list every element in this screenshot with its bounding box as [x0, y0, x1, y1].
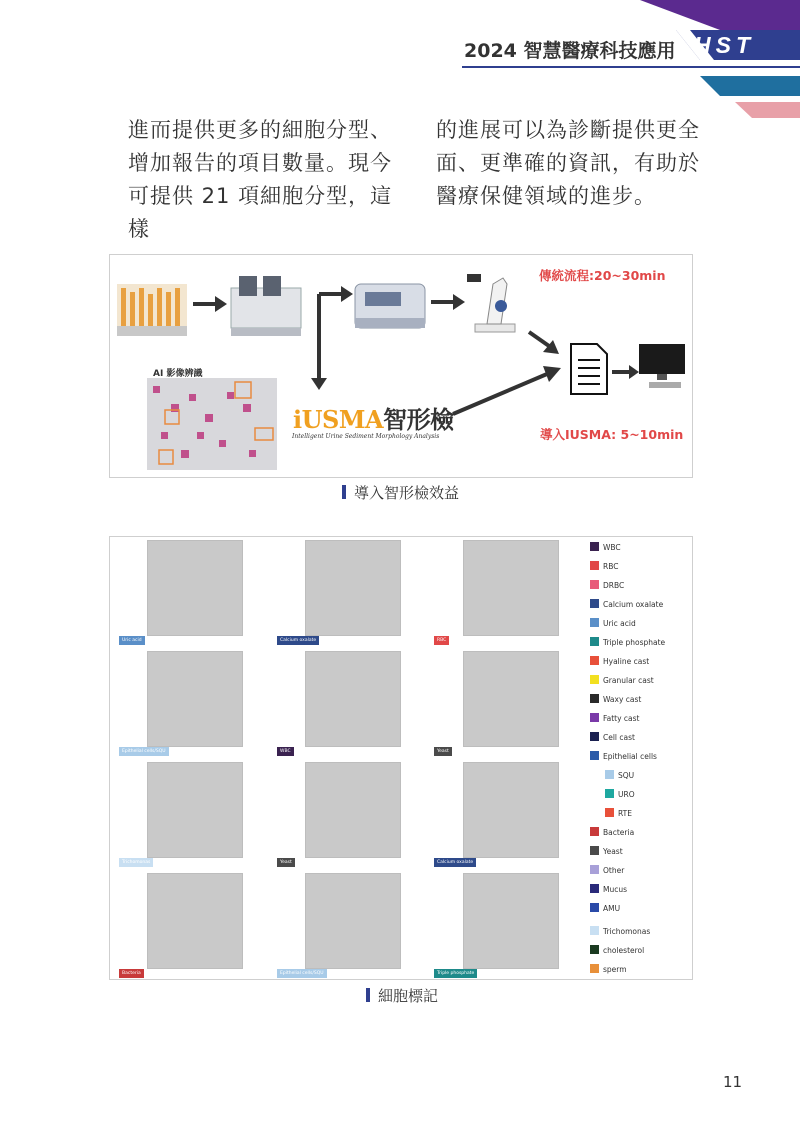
legend-item [590, 599, 663, 611]
cell-tag: Triple phosphate [434, 969, 477, 978]
legend-swatch [590, 846, 599, 855]
legend-label: Calcium oxalate [603, 600, 664, 609]
cell-image [147, 651, 243, 747]
cell-image [305, 540, 401, 636]
legend-item [590, 637, 665, 649]
cell-tag: Yeast [277, 858, 295, 867]
legend-label: Waxy cast [603, 695, 642, 704]
paragraph-left-column [128, 114, 398, 246]
legend-item [590, 884, 627, 896]
legend-swatch [590, 827, 599, 836]
legend-swatch [590, 580, 599, 589]
legend-item [590, 732, 635, 744]
legend-item [590, 903, 620, 915]
legend-swatch [590, 542, 599, 551]
legend-item [590, 580, 624, 592]
cell-image [305, 762, 401, 858]
legend-item [590, 561, 618, 573]
legend-label: cholesterol [603, 946, 645, 955]
legend-swatch [590, 561, 599, 570]
iusma-chinese-name: 智形檢 [383, 405, 454, 434]
legend-label: Mucus [603, 885, 628, 894]
legend-label: WBC [603, 543, 621, 552]
cell-tag: Uric acid [119, 636, 145, 645]
legend-item [590, 713, 640, 725]
legend-item [590, 694, 641, 706]
analyzer-image [231, 276, 301, 336]
legend-label: RBC [603, 562, 619, 571]
cell-tag: Yeast [434, 747, 452, 756]
legend-swatch [590, 751, 599, 760]
iusma-process-label: 導入IUSMA: 5~10min [540, 427, 684, 442]
legend-item [590, 618, 636, 630]
legend-item [590, 675, 654, 687]
legend-swatch [590, 926, 599, 935]
page-number: 11 [723, 1073, 743, 1091]
sample-tubes-image [117, 284, 187, 336]
traditional-process-label: 傳統流程:20~30min [539, 268, 666, 283]
legend-item [590, 656, 649, 668]
caption-text: 細胞標記 [378, 987, 439, 1005]
iusma-brand: iUSMA [293, 405, 384, 434]
cell-image [305, 873, 401, 969]
legend-item [605, 789, 635, 801]
legend-swatch [605, 789, 614, 798]
cell-image [463, 873, 559, 969]
computer-image [639, 344, 685, 388]
legend-swatch [590, 675, 599, 684]
cell-image [463, 651, 559, 747]
legend-swatch [590, 964, 599, 973]
cell-tag: Calcium oxalate [277, 636, 319, 645]
cell-tag: Trichomonas [119, 858, 153, 867]
paragraph-right-column [436, 114, 716, 213]
legend-item [605, 808, 632, 820]
legend-label: Yeast [603, 847, 623, 856]
report-document-icon [571, 344, 607, 394]
legend-item [590, 827, 634, 839]
legend-label: Epithelial cells [603, 752, 657, 761]
legend-swatch [590, 637, 599, 646]
legend-swatch [590, 599, 599, 608]
text-line: 進而提供更多的細胞分型、 [128, 118, 392, 142]
legend-swatch [590, 713, 599, 722]
text-line: 增加報告的項目數量。現今 [128, 151, 392, 175]
legend-label: Uric acid [603, 619, 636, 628]
cell-tag: Bacteria [119, 969, 144, 978]
hst-logo: HST [694, 32, 755, 58]
header-title: 2024 智慧醫療科技應用 [464, 40, 676, 62]
figure1-caption [342, 482, 459, 503]
cell-image [147, 540, 243, 636]
header-decoration [0, 0, 800, 130]
text-line: 的進展可以為診斷提供更全 [436, 118, 700, 142]
legend-swatch [590, 945, 599, 954]
cell-image [305, 651, 401, 747]
caption-bar [342, 485, 346, 499]
iusma-subtitle: Intelligent Urine Sediment Morphology Analysis [292, 433, 440, 440]
cell-tag: RBC [434, 636, 449, 645]
ai-recognition-label: AI 影像辨識 [153, 369, 203, 379]
header-rule [462, 66, 800, 68]
legend-label: Bacteria [603, 828, 635, 837]
legend-label: Cell cast [603, 733, 635, 742]
legend-item [590, 751, 657, 763]
legend-label: Fatty cast [603, 714, 640, 723]
legend-label: sperm [603, 965, 627, 974]
legend-swatch [590, 903, 599, 912]
legend-swatch [605, 808, 614, 817]
legend-label: Trichomonas [603, 927, 651, 936]
legend-swatch [590, 618, 599, 627]
cell-image [463, 762, 559, 858]
legend-label: DRBC [603, 581, 625, 590]
cell-tag: Calcium oxalate [434, 858, 476, 867]
legend-label: RTE [618, 809, 632, 818]
centrifuge-image [355, 284, 425, 328]
caption-text: 導入智形檢效益 [354, 484, 460, 502]
legend-swatch [590, 865, 599, 874]
legend-label: Triple phosphate [603, 638, 666, 647]
cell-image [147, 762, 243, 858]
legend-label: Hyaline cast [603, 657, 650, 666]
legend-label: URO [618, 790, 635, 799]
legend-swatch [605, 770, 614, 779]
legend-label: Other [603, 866, 625, 875]
cell-tag: Epithelial cells/SQU [277, 969, 327, 978]
legend-label: SQU [618, 771, 635, 780]
iusma-logo [293, 400, 454, 435]
legend-label: AMU [603, 904, 621, 913]
legend-item [590, 865, 624, 877]
legend-swatch [590, 884, 599, 893]
cell-tag: Epithelial cells/SQU [119, 747, 169, 756]
cell-tag: WBC [277, 747, 294, 756]
text-line: 醫療保健領域的進步。 [436, 184, 656, 208]
legend-item [590, 926, 650, 938]
text-line: 可提供 21 項細胞分型，這樣 [128, 184, 393, 241]
legend-swatch [590, 694, 599, 703]
legend-swatch [590, 732, 599, 741]
text-line: 面、更準確的資訊，有助於 [436, 151, 700, 175]
legend-item [590, 945, 644, 957]
cell-image [463, 540, 559, 636]
cell-image [147, 873, 243, 969]
figure2-caption [366, 985, 438, 1006]
microscope-image [467, 274, 515, 332]
legend-swatch [590, 656, 599, 665]
legend-item [590, 542, 621, 554]
legend-item [590, 964, 627, 976]
legend-label: Granular cast [603, 676, 654, 685]
caption-bar [366, 988, 370, 1002]
ai-recognition-image [147, 378, 277, 470]
legend-item [605, 770, 634, 782]
legend-item [590, 846, 623, 858]
